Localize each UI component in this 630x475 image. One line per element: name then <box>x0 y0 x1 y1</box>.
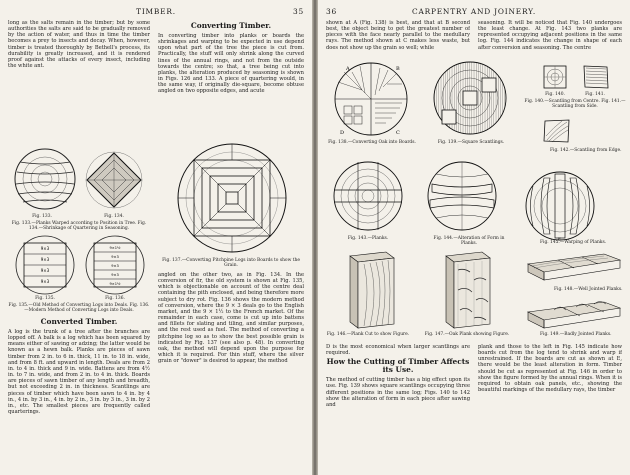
svg-text:E: E <box>558 236 561 241</box>
fig-143-planks <box>332 160 404 232</box>
left-page-number: 35 <box>292 7 304 16</box>
fig-133-label: Fig. 133. <box>32 214 52 219</box>
right-col1-bottom <box>326 344 470 472</box>
right-col2-top <box>478 20 622 54</box>
right-running-title: CARPENTRY AND JOINERY. <box>412 7 536 16</box>
fig-137-pitchpine-log <box>176 142 288 254</box>
fig-135-136-caption: Fig. 135.—Old Method of Converting Logs into Deals. Fig. 136.—Modern Method of Converting Logs into Deals. <box>8 303 150 314</box>
fig-139-square-scantlings <box>432 60 508 136</box>
fig-140-label: Fig. 140. <box>545 92 565 97</box>
svg-text:9×3: 9×3 <box>111 264 119 268</box>
svg-text:C: C <box>396 130 400 136</box>
left-col1-top-text <box>8 20 150 144</box>
svg-text:9×3: 9×3 <box>40 279 50 284</box>
left-running-title: TIMBER. <box>136 7 176 16</box>
fig-140-scantling-centre <box>542 64 568 90</box>
svg-text:A: A <box>346 66 350 72</box>
right-col2-bottom <box>478 344 622 472</box>
fig-144-alteration-planks <box>426 160 498 232</box>
fig-148-caption: Fig. 148.—Well Jointed Planks. <box>554 287 623 292</box>
svg-text:B: B <box>396 66 400 72</box>
fig-133-planks-warped <box>12 146 78 212</box>
fig-136-modern-method <box>84 234 146 296</box>
svg-text:9×1½: 9×1½ <box>109 282 121 286</box>
fig-146-caption: Fig. 146.—Plank Cut to show Figure. <box>326 332 410 337</box>
right-running-head <box>326 7 622 19</box>
left-page <box>0 0 312 475</box>
fig-147-oak-plank <box>436 250 496 330</box>
paragraph: D is the most economical when larger scantlings are required. <box>326 344 470 357</box>
svg-text:9×3: 9×3 <box>40 268 50 273</box>
heading-converted-timber: Converted Timber. <box>40 317 118 326</box>
paragraph: long as the salts remain in the timber; but by some authorities the salts are said to be gradually removed by the action of water, and thus in time the timber becomes a prey to insects and decay. When, however, timber is treated thoroughly by Bethell's process, its durability is greatly increased, and it is rendered proof against the attacks of every insect, including the white ant. <box>8 20 150 70</box>
paragraph: shown at A (Fig. 138) is best, and that at B second best, the object being to get the greatest number of pieces with the face nearly parallel to the medullary rays. The method shown at C makes less waste, but does not show up the grain so well; while <box>326 20 470 51</box>
svg-text:9×3: 9×3 <box>40 257 50 262</box>
paragraph: In converting timber into planks or boards the shrinkages and warping to be expected in use depend upon what part of the tree the piece is cut from. Practically, the stuff will only shrink along the curved lines of the annual rings, and not from the outside towards the centre; so that, a tree being cut into planks, the alteration produced by seasoning is shown in Figs. 126 and 133. A piece of quartering would, in the same way, if originally die-square, become obtuse angled on two opposite edges, and acute <box>158 33 304 95</box>
fig-141-label: Fig. 141. <box>585 92 605 97</box>
fig-138-oak-boards <box>332 60 410 138</box>
fig-141-scantling-side <box>582 64 610 90</box>
fig-133-134-caption: Fig. 133.—Planks Warped according to Position in Tree. Fig. 134.—Shrinkage of Quartering in Seasoning. <box>11 221 147 232</box>
fig-136-label: Fig. 136. <box>105 296 125 301</box>
svg-text:9×3: 9×3 <box>40 246 50 251</box>
svg-text:9×1½: 9×1½ <box>109 246 121 250</box>
right-page <box>318 0 630 475</box>
fig-142-caption: Fig. 142.—Scantling from Edge. <box>550 148 622 153</box>
heading-converting-timber: Converting Timber. <box>190 21 272 30</box>
svg-text:D: D <box>340 130 345 136</box>
fig-145-caption: Fig. 145.—Warping of Planks. <box>540 240 607 245</box>
svg-text:9×3: 9×3 <box>111 273 119 277</box>
left-col1-bottom <box>8 316 150 472</box>
paragraph: The method of cutting timber has a big effect upon its use. Fig. 139 shows square scantlings occupying three different positions in the same log; Figs. 140 to 142 show the alteration of form in each piece after sawing and <box>326 377 470 408</box>
right-page-number: 36 <box>326 7 338 16</box>
heading-cutting-timber: How the Cutting of Timber Affects its Use. <box>326 357 470 375</box>
fig-138-caption: Fig. 138.—Converting Oak into Boards. <box>328 140 416 145</box>
fig-134-label: Fig. 134. <box>104 214 124 219</box>
fig-135-label: Fig. 135. <box>35 296 55 301</box>
fig-146-plank-figure <box>340 250 400 330</box>
left-running-head <box>8 7 304 19</box>
left-col2-bottom <box>158 272 304 472</box>
paragraph: seasoning. It will be noticed that Fig. 140 undergoes the least change. At Fig. 143 two planks are represented occupying adjacent positions in the same log. Fig. 144 indicates the change in shape of each after conversion and seasoning. The centre <box>478 20 622 51</box>
fig-139-caption: Fig. 139.—Square Scantlings. <box>437 140 505 145</box>
fig-149-badly-jointed <box>524 296 624 332</box>
fig-137-caption: Fig. 137.—Converting Pitchpine Logs into Boards to show the Grain. <box>162 258 300 269</box>
fig-140-141-caption: Fig. 140.—Scantling from Centre. Fig. 141.—Scantling from Side. <box>524 99 626 110</box>
fig-143-caption: Fig. 143.—Planks. <box>347 236 389 241</box>
fig-145-warping-planks <box>524 170 596 242</box>
paragraph: plank and those to the left in Fig. 145 indicate how boards cut from the log tend to shrink and warp if unrestrained. If the boards are cut as shown at E, there would be the least alteration in form. Timber should be cut as represented at Fig. 146 in order to show the figure formed by the annual rings. When it is required to obtain oak panels, etc., showing the beautiful markings of the medullary rays, the timber <box>478 344 622 394</box>
fig-135-old-method <box>14 234 76 296</box>
paragraph: angled on the other two, as in Fig. 134. In the conversion of fir, the old system is shown at Fig. 135, which is objectionable on account of the centre deal containing the pith enclosed, and being therefore more subject to dry rot. Fig. 136 shows the modern method of conversion, where the 9 × 3 deals go to the English market, and the 9 × 1½ to the French market. Of the remainder in each case, come is cut up into battens and fillets for slating and tiling, and similar purposes, and the rest used as fuel. The method of converting a pitchpine log so as to show the best possible grain is indicated by Fig. 137 (see also p. 48). In converting oak, the method will depend upon the purpose for which it is required. For thin stuff, where the silver grain or "dower" is desired to appear, the method <box>158 272 304 365</box>
fig-148-well-jointed <box>524 250 624 286</box>
paragraph: A log is the trunk of a tree after the branches are lopped off. A balk is a log which has been squared by means either of sawing or adzing; the latter would be known as a hewn balk. Planks are pieces of sawn timber from 2 in. to 6 in. thick, 11 in. to 18 in. wide, and from 8 ft. and upward in length. Deals are from 2 in. to 4 in. thick and 9 in. wide. Battens are from 4½ in. to 7 in. wide, and from 2 in. to 4 in. thick. Boards are pieces of sawn timber of any length and breadth, but not exceeding 2 in. in thickness. Scantlings are pieces of timber which have been sawn to 4 in. by 4 in., 4 in. by 3 in., 4 in. by 2 in., 3 in. by 3 in., 3 in. by 2 in., etc. The smallest pieces are frequently called quarterings. <box>8 329 150 416</box>
right-col1-top <box>326 20 470 54</box>
fig-144-caption: Fig. 144.—Alteration of Form in Planks. <box>433 236 505 247</box>
left-col2-top <box>158 20 304 142</box>
fig-142-scantling-edge <box>542 118 572 144</box>
fig-149-caption: Fig. 149.—Badly Jointed Planks. <box>540 332 612 337</box>
svg-text:9×3: 9×3 <box>111 255 119 259</box>
fig-147-caption: Fig. 147.—Oak Plank showing Figure. <box>424 332 510 337</box>
fig-134-quartering <box>84 150 144 210</box>
